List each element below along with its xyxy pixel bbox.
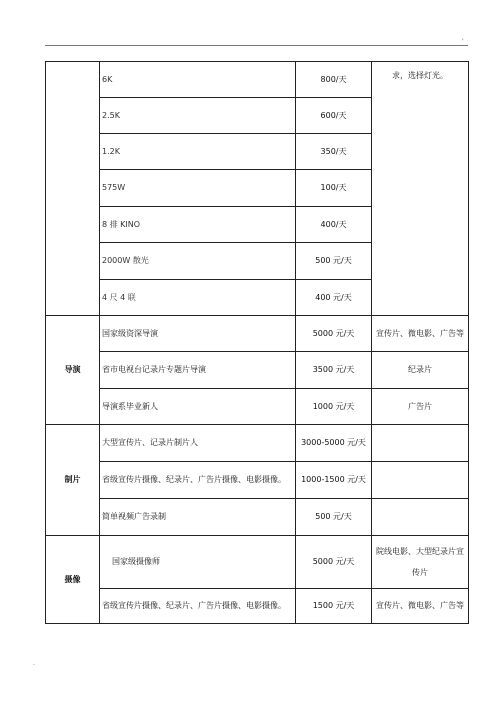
note-cell: 广告片 — [372, 389, 469, 425]
page-corner-mark: ' — [462, 38, 464, 45]
price-cell: 1500 元/天 — [296, 589, 372, 624]
category-cell-producer: 制片 — [46, 425, 100, 536]
price-cell: 350/天 — [296, 134, 372, 170]
table-row — [46, 462, 469, 499]
note-cell — [372, 536, 469, 589]
page-header-rule — [45, 45, 468, 46]
table-row — [46, 536, 469, 589]
price-cell: 1000-1500 元/天 — [296, 462, 372, 499]
category-cell-camera: 摄像 — [46, 536, 100, 624]
table-row — [46, 352, 469, 389]
item-cell: 省市电视台记录片专题片导演 — [100, 352, 296, 389]
table-row — [46, 589, 469, 624]
price-cell: 100/天 — [296, 170, 372, 207]
item-cell: 简单视频广告录制 — [100, 499, 296, 536]
category-cell-lighting — [46, 62, 100, 316]
item-cell: 575W — [100, 170, 296, 207]
table-row — [46, 62, 469, 98]
category-cell-director: 导演 — [46, 316, 100, 425]
note-cell — [372, 462, 469, 499]
price-cell: 400/天 — [296, 207, 372, 243]
item-cell: 6K — [100, 62, 296, 98]
price-cell: 3500 元/天 — [296, 352, 372, 389]
price-cell: 3000-5000 元/天 — [296, 425, 372, 462]
item-cell: 2000W 散光 — [100, 243, 296, 280]
price-cell: 500 元/天 — [296, 243, 372, 280]
price-cell: 600/天 — [296, 98, 372, 134]
price-cell: 5000 元/天 — [296, 536, 372, 589]
note-line: 院线电影、大型纪录片宣 — [376, 546, 464, 556]
table-row — [46, 316, 469, 352]
note-cell — [372, 499, 469, 536]
price-cell: 5000 元/天 — [296, 316, 372, 352]
item-cell: 1.2K — [100, 134, 296, 170]
note-cell: 宣传片、微电影、广告等 — [372, 316, 469, 352]
price-cell: 500 元/天 — [296, 499, 372, 536]
item-cell: 省级宣传片摄像、纪录片、广告片摄像、电影摄像。 — [100, 589, 296, 624]
item-cell: 国家级摄像师 — [100, 536, 296, 589]
price-cell: 1000 元/天 — [296, 389, 372, 425]
item-cell: 2.5K — [100, 98, 296, 134]
table-row — [46, 425, 469, 462]
price-cell: 800/天 — [296, 62, 372, 98]
note-cell: 宣传片、微电影、广告等 — [372, 589, 469, 624]
table-row — [46, 499, 469, 536]
note-cell: 纪录片 — [372, 352, 469, 389]
price-cell: 400 元/天 — [296, 280, 372, 316]
price-table — [45, 61, 469, 624]
note-cell-lighting: 求，选择灯光。 — [372, 62, 469, 316]
note-line: 传片 — [412, 567, 428, 577]
item-cell: 4 尺 4 联 — [100, 280, 296, 316]
page-footer-mark: . — [33, 660, 35, 667]
item-cell: 8 排 KINO — [100, 207, 296, 243]
item-cell: 大型宣传片、记录片制片人 — [100, 425, 296, 462]
item-cell: 导演系毕业新人 — [100, 389, 296, 425]
table-row — [46, 389, 469, 425]
note-cell — [372, 425, 469, 462]
item-cell: 省级宣传片摄像、纪录片、广告片摄像、电影摄像。 — [100, 462, 296, 499]
item-cell: 国家级资深导演 — [100, 316, 296, 352]
